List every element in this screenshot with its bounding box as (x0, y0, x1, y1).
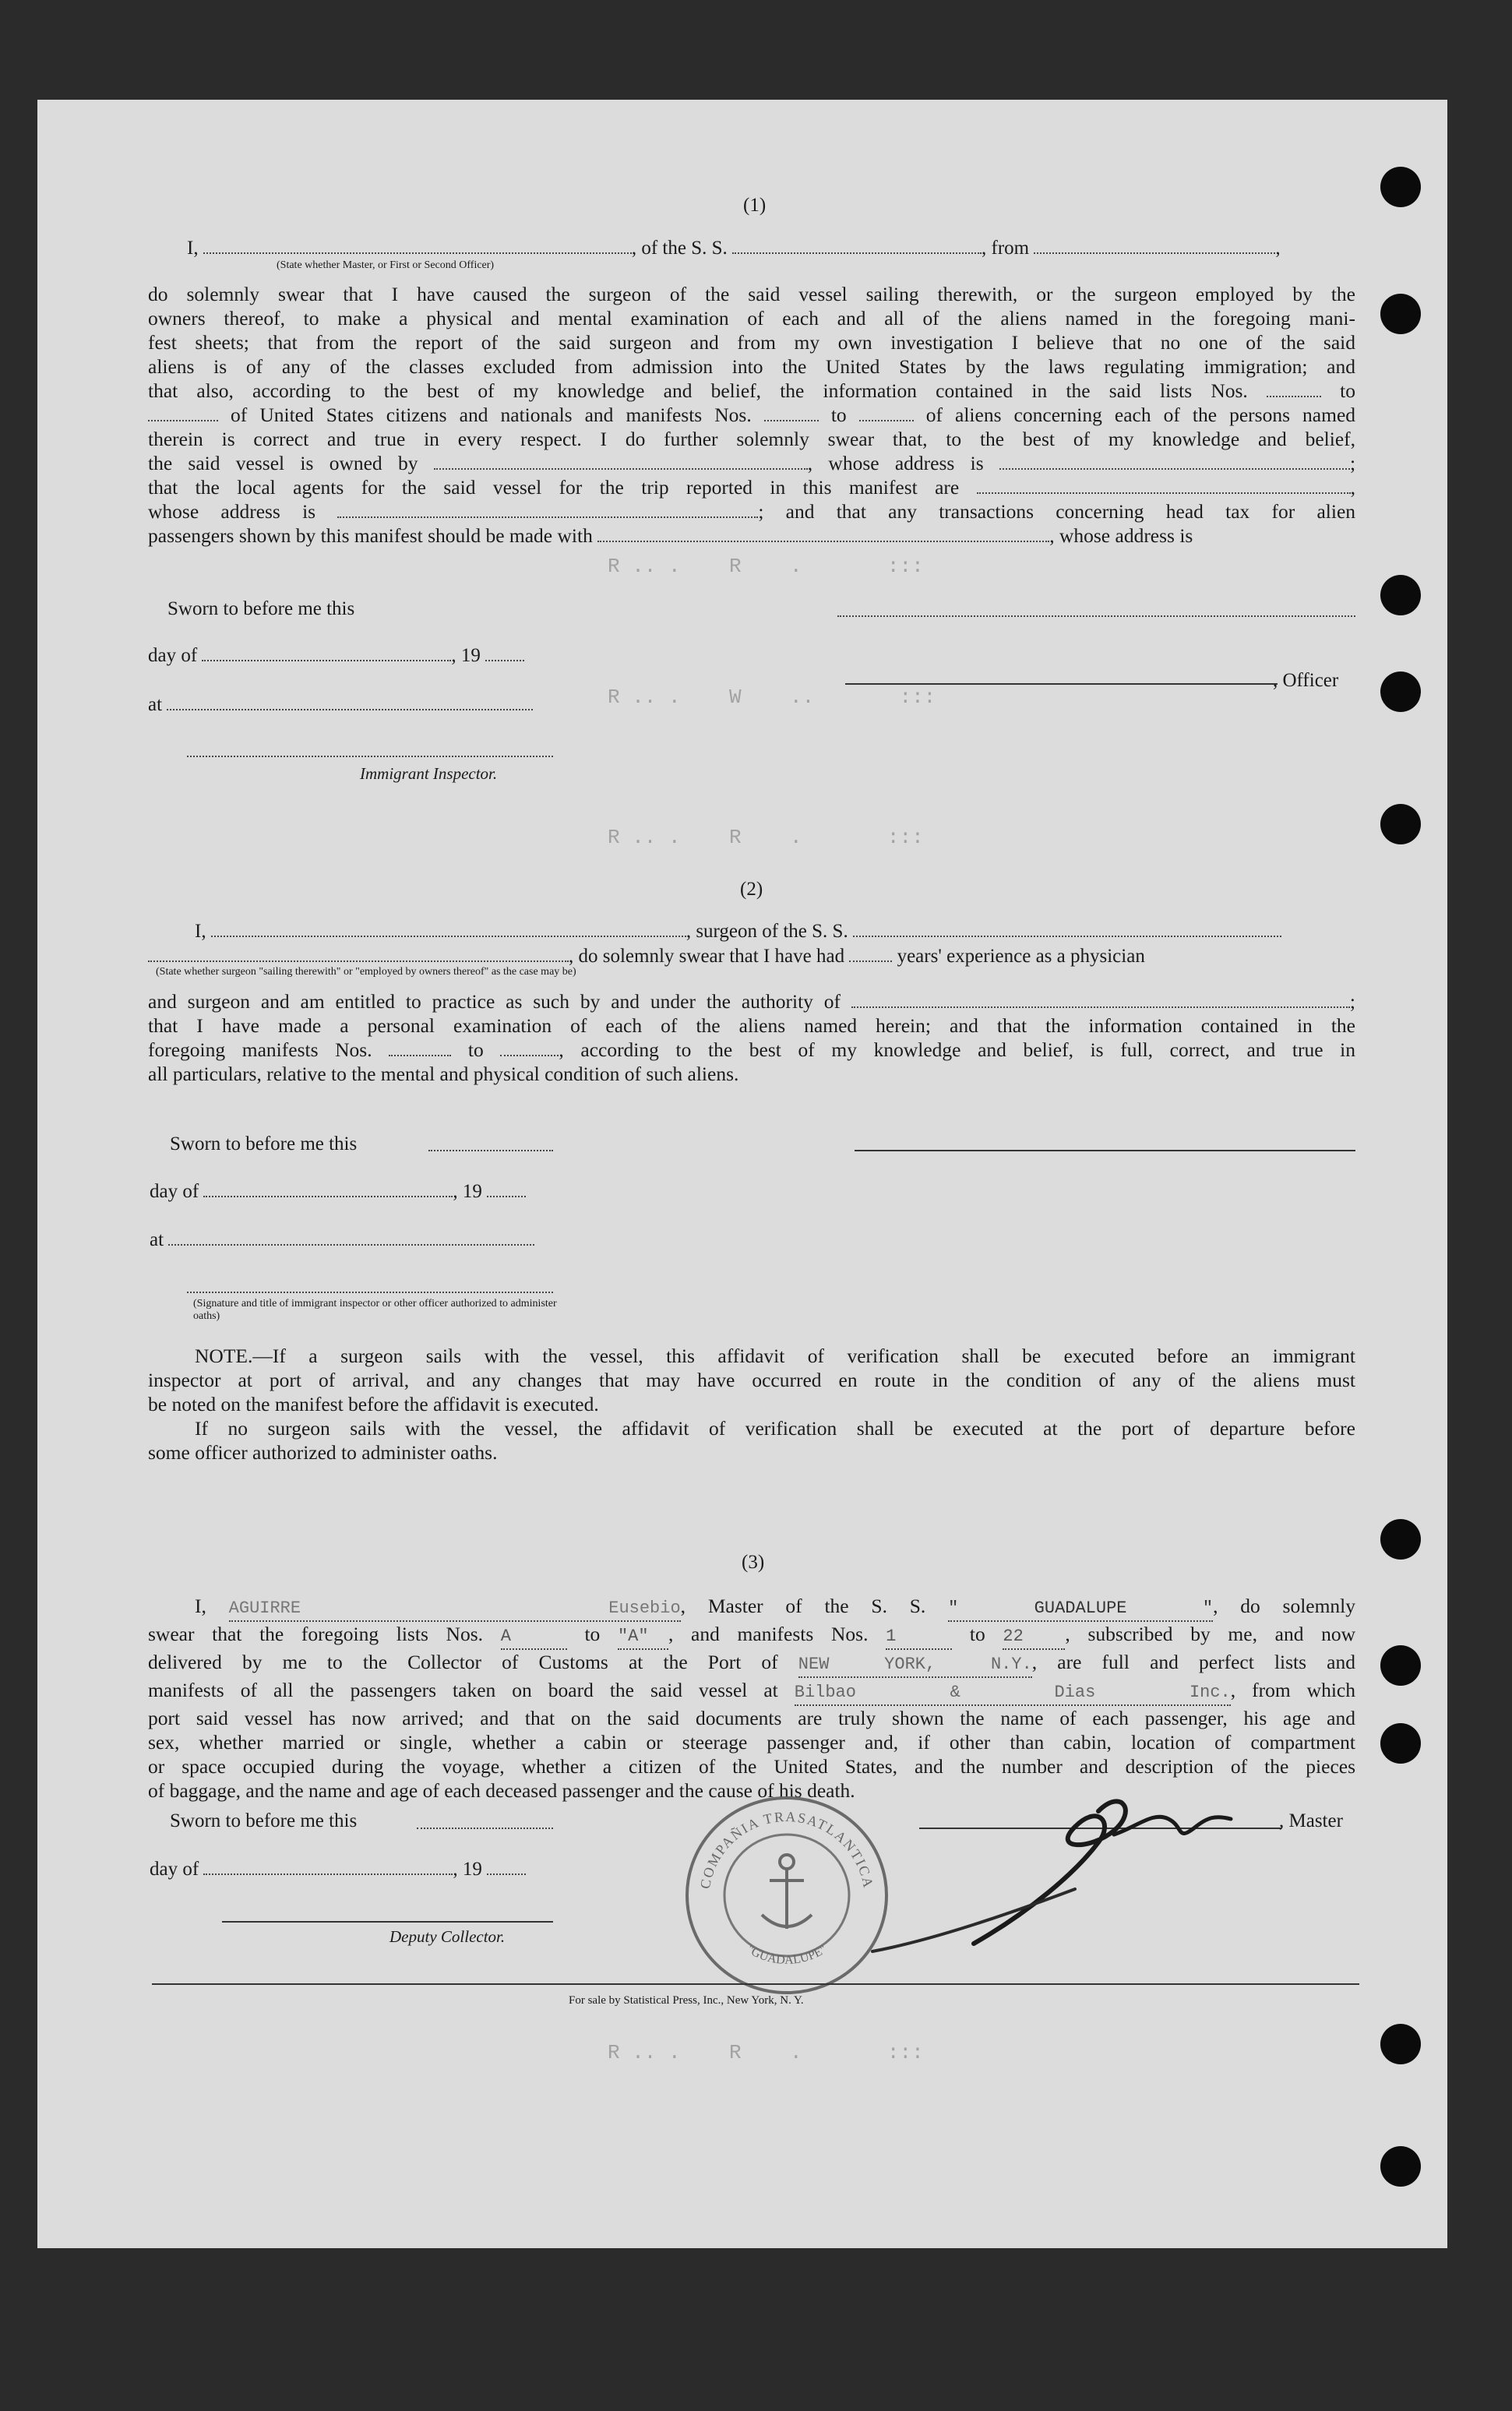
text-line (148, 403, 1355, 427)
label: I, (187, 238, 199, 259)
inspector-signature-line[interactable] (187, 756, 553, 757)
label: day of (150, 1181, 199, 1202)
manifests-to-field[interactable]: 22 (1003, 1624, 1065, 1650)
agents-field[interactable] (977, 492, 1351, 494)
swear-line (148, 944, 1145, 968)
authority-field[interactable] (851, 1006, 1350, 1008)
label: to (467, 1038, 484, 1061)
text-line (148, 1678, 1355, 1706)
signature-line[interactable] (855, 1150, 1355, 1151)
label: at (148, 694, 163, 715)
label: to (969, 1623, 985, 1645)
text-line: some officer authorized to administer oaths. (148, 1441, 498, 1464)
punch-hole (1380, 575, 1421, 615)
signature-caption: (Signature and title of immigrant inspector or other officer authorized to administer oaths) (193, 1298, 557, 1322)
at-field[interactable] (167, 709, 533, 710)
at-line (148, 693, 533, 717)
day-line (150, 1857, 526, 1881)
punch-hole (1380, 2146, 1421, 2187)
vessel-at-field[interactable]: Bilbao & Dias Inc. (795, 1680, 1231, 1706)
label: , are full and perfect lists and (1031, 1651, 1356, 1673)
label: ; and that any transactions concerning head tax for alien (758, 500, 1356, 523)
day-line (148, 643, 524, 668)
text-line: If no surgeon sails with the vessel, the affidavit of verification shall be executed at the port of departure before (195, 1417, 1355, 1440)
text-line (148, 499, 1355, 523)
label: day of (148, 645, 198, 666)
label: , Master of the S. S. (680, 1595, 926, 1617)
at-line (150, 1228, 534, 1252)
label: , 19 (453, 1859, 482, 1880)
text-line (148, 451, 1355, 475)
punch-hole (1380, 2024, 1421, 2064)
manifest-to-field[interactable] (859, 420, 914, 421)
printer-footer: For sale by Statistical Press, Inc., New York, N. Y. (569, 1994, 804, 2007)
rank-caption: (State whether Master, or First or Second Officer) (277, 259, 495, 271)
text-line: all particulars, relative to the mental and physical condition of such aliens. (148, 1063, 739, 1085)
label: to (584, 1623, 601, 1645)
label: , do solemnly (1213, 1595, 1356, 1617)
punch-hole (1380, 1723, 1421, 1764)
label: manifests of all the passengers taken on board the said vessel at (148, 1679, 778, 1701)
section2-paragraph (148, 989, 1355, 1086)
label: , (1275, 238, 1281, 259)
text-line: that I have made a personal examination of each of the aliens named herein; and that the information contained in the (148, 1014, 1355, 1037)
agents-address-field[interactable] (337, 516, 758, 518)
bleed-through-text: R .. . R . ::: (608, 555, 924, 578)
text-line (148, 1622, 1355, 1650)
text-line: fest sheets; that from the report of the said surgeon and from my own investigation I believe that no one of the said (148, 331, 1355, 354)
master-line (187, 236, 1281, 260)
text-line: be noted on the manifest before the affidavit is executed. (148, 1393, 599, 1415)
label: , surgeon of the S. S. (686, 921, 848, 942)
officer-signature-line[interactable] (845, 683, 1278, 685)
text-line (148, 379, 1355, 403)
note-paragraph (148, 1344, 1355, 1465)
label: —If a surgeon sails with the vessel, this affidavit of verification shall be executed before an immigrant (252, 1345, 1355, 1367)
sworn-field[interactable] (428, 1150, 553, 1151)
surgeon-name-field[interactable] (211, 936, 686, 937)
text-line: inspector at port of arrival, and any changes that may have occurred en route in the condition of any of the aliens must (148, 1369, 1355, 1391)
master-handwritten-signature (841, 1757, 1246, 1959)
label: and surgeon and am entitled to practice as such by and under the authority of (148, 990, 841, 1013)
label: to (830, 404, 847, 426)
label: that also, according to the best of my knowledge and belief, the information contained in the said lists Nos. (148, 379, 1248, 402)
label: the said vessel is owned by (148, 452, 418, 474)
label: , from (982, 238, 1030, 259)
label: , subscribed by me, and now (1065, 1623, 1356, 1645)
label: , whose address is (1049, 524, 1193, 547)
section-number: (3) (742, 1552, 765, 1573)
text-line (148, 475, 1355, 499)
officer-rank-field[interactable] (203, 252, 632, 254)
manifest-from-field[interactable] (764, 420, 819, 421)
head-tax-field[interactable] (597, 541, 1049, 542)
text-line (148, 989, 1355, 1013)
footer-rule (152, 1983, 1359, 1985)
manifests-from-field[interactable]: 1 (886, 1624, 952, 1650)
collector-title: Deputy Collector. (389, 1927, 506, 1946)
sworn-label: Sworn to before me this (167, 598, 355, 619)
label: , 19 (453, 1181, 482, 1202)
bleed-through-text: R .. . R . ::: (608, 2041, 924, 2064)
label: foregoing manifests Nos. (148, 1038, 372, 1061)
surgeon-caption: (State whether surgeon "sailing therewith" or "employed by owners thereof" as the case may be) (156, 966, 576, 978)
label: to (1340, 379, 1356, 402)
anchor-icon (762, 1855, 812, 1929)
punch-hole (1380, 671, 1421, 712)
lists-to-field[interactable] (148, 420, 218, 421)
punch-hole (1380, 167, 1421, 207)
text-line (148, 1650, 1355, 1678)
punch-hole (1380, 1519, 1421, 1560)
label: , 19 (451, 645, 481, 666)
text-line: owners thereof, to make a physical and mental examination of each and all of the aliens named in the foregoing mani- (148, 307, 1355, 330)
master-name-field[interactable]: AGUIRRE Eusebio (229, 1596, 681, 1622)
lists-from-field[interactable] (1267, 396, 1321, 397)
text-line (148, 1038, 1355, 1062)
label: ; (1349, 990, 1356, 1013)
years-field[interactable] (849, 961, 892, 962)
day-field[interactable] (202, 660, 451, 661)
text-line (148, 1594, 1355, 1622)
label: day of (150, 1859, 199, 1880)
officer-label: , Officer (1273, 670, 1339, 691)
punch-hole (1380, 1645, 1421, 1686)
text-line: aliens is of any of the classes excluded from admission into the United States by the laws regulating immigration; and (148, 355, 1355, 378)
inspector-signature-line[interactable] (187, 1292, 553, 1293)
label: , whose address is (807, 452, 984, 474)
label: , from which (1230, 1679, 1356, 1701)
manifests-to-field[interactable] (500, 1055, 559, 1056)
day-field[interactable] (203, 1873, 453, 1875)
label: passengers shown by this manifest should be made with (148, 524, 593, 547)
label: of aliens concerning each of the persons named (925, 404, 1356, 426)
year-field[interactable] (487, 1873, 526, 1875)
sworn-field[interactable] (417, 1828, 553, 1829)
ship-name-field[interactable] (853, 936, 1281, 937)
bleed-through-text: R .. . R . ::: (608, 826, 924, 849)
text-line (148, 1344, 1355, 1368)
day-field[interactable] (203, 1196, 453, 1197)
punch-hole (1380, 294, 1421, 334)
label: I, (195, 921, 206, 942)
label: of United States citizens and nationals and manifests Nos. (231, 404, 752, 426)
surgeon-line (195, 919, 1281, 943)
label: ; (1349, 452, 1356, 474)
lists-to-field[interactable]: "A" (618, 1624, 668, 1650)
section-number: (1) (743, 195, 767, 216)
sworn-label: Sworn to before me this (170, 1810, 358, 1831)
section-number: (2) (740, 879, 763, 900)
label: , according to the best of my knowledge and belief, is full, correct, and true in (559, 1038, 1356, 1061)
label: whose address is (148, 500, 316, 523)
label: , do solemnly swear that I have had (569, 946, 845, 967)
text-line: sex, whether married or single, whether a cabin or steerage passenger and, if other than cabin, location of compartment (148, 1731, 1355, 1754)
ship-name-field[interactable] (732, 252, 982, 254)
port-field[interactable]: NEW YORK, N.Y. (798, 1652, 1032, 1678)
master-label: , Master (1279, 1810, 1343, 1831)
collector-signature-line[interactable] (222, 1921, 553, 1923)
label: , and manifests Nos. (668, 1623, 869, 1645)
label: that the local agents for the said vessel for the trip reported in this manifest are (148, 476, 960, 499)
text-line (148, 523, 1355, 548)
text-line: do solemnly swear that I have caused the surgeon of the said vessel sailing therewith, or the surgeon employed by the (148, 283, 1355, 305)
ship-name-field[interactable]: " GUADALUPE " (948, 1596, 1213, 1622)
label: at (150, 1229, 164, 1250)
owner-field[interactable] (434, 468, 808, 470)
sworn-label: Sworn to before me this (170, 1133, 358, 1154)
label: years' experience as a physician (897, 946, 1145, 967)
inspector-title: Immigrant Inspector. (360, 764, 498, 783)
label: delivered by me to the Collector of Customs at the Port of (148, 1651, 778, 1673)
manifests-from-field[interactable] (389, 1055, 451, 1056)
note-label: NOTE. (195, 1345, 253, 1367)
text-line: therein is correct and true in every respect. I do further solemnly swear that, to the best of my knowledge and belief, (148, 428, 1355, 450)
punch-hole (1380, 804, 1421, 844)
text-line: of baggage, and the name and age of each deceased passenger and the cause of his death. (148, 1779, 855, 1802)
address-line[interactable] (837, 615, 1355, 617)
label: , (1350, 476, 1356, 499)
section1-paragraph (148, 282, 1355, 548)
seal-top-text: COMPAÑIA TRASATLANTICA (696, 1808, 877, 1891)
label: swear that the foregoing lists Nos. (148, 1623, 484, 1645)
day-line (150, 1179, 526, 1204)
from-port-field[interactable] (1034, 252, 1275, 254)
label: I, (195, 1595, 206, 1617)
bleed-through-text: R .. . W .. ::: (608, 686, 936, 709)
at-field[interactable] (168, 1244, 534, 1246)
year-field[interactable] (485, 660, 524, 661)
label: , of the S. S. (631, 238, 728, 259)
owner-address-field[interactable] (999, 468, 1350, 470)
text-line: port said vessel has now arrived; and that on the said documents are truly shown the name of each passenger, his age and (148, 1707, 1355, 1729)
year-field[interactable] (487, 1196, 526, 1197)
seal-bottom-text: "GUADALUPE" (744, 1942, 830, 1968)
text-line: or space occupied during the voyage, whether a citizen of the United States, and the number and description of the pieces (148, 1755, 1355, 1778)
surgeon-status-field[interactable] (148, 961, 569, 962)
lists-from-field[interactable]: A (501, 1624, 567, 1650)
